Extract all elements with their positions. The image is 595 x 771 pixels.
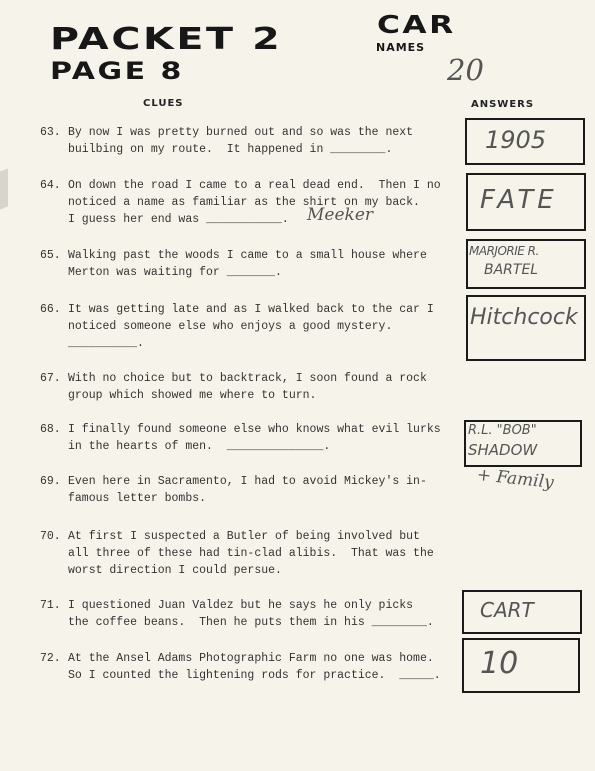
clue-number: 66. xyxy=(40,303,61,316)
clue-line: __________. xyxy=(68,337,144,350)
margin-note-64: Meeker xyxy=(307,205,374,225)
names-label: NAMES xyxy=(376,41,426,54)
clue-line: all three of these had tin-clad alibis. That was the xyxy=(68,547,434,560)
clue-line: Even here in Sacramento, I had to avoid Mickey's in- xyxy=(68,475,427,488)
clue-line: It was getting late and as I walked back to the car I xyxy=(68,303,434,316)
car-title: CAR xyxy=(377,10,456,39)
answer-68-line-2: SHADOW xyxy=(468,441,538,459)
clue-line: group which showed me where to turn. xyxy=(68,389,317,402)
clue-67 xyxy=(40,370,427,404)
clue-line: in the hearts of men. ______________. xyxy=(68,440,331,453)
clue-line: By now I was pretty burned out and so was the next xyxy=(68,126,414,139)
clue-line: So I counted the lightening rods for practice. _____. xyxy=(68,669,441,682)
clue-64 xyxy=(40,177,441,228)
clue-line: Merton was waiting for _______. xyxy=(68,266,282,279)
answers-column-label: ANSWERS xyxy=(471,99,535,110)
clue-71 xyxy=(40,597,434,631)
clue-number: 72. xyxy=(40,652,61,665)
clue-number: 68. xyxy=(40,423,61,436)
page-title: PAGE 8 xyxy=(50,57,184,85)
margin-note-68: + Family xyxy=(475,465,555,493)
clue-69 xyxy=(40,473,427,507)
clue-line: At first I suspected a Butler of being involved but xyxy=(68,530,420,543)
clue-line: I finally found someone else who knows what evil lurks xyxy=(68,423,441,436)
answer-66: Hitchcock xyxy=(470,305,578,330)
clue-line: worst direction I could persue. xyxy=(68,564,282,577)
clue-line: At the Ansel Adams Photographic Farm no one was home. xyxy=(68,652,434,665)
clue-number: 69. xyxy=(40,475,61,488)
clue-line: famous letter bombs. xyxy=(68,492,207,505)
clue-number: 67. xyxy=(40,372,61,385)
clue-72 xyxy=(40,650,441,684)
clue-line: I questioned Juan Valdez but he says he only picks xyxy=(68,599,414,612)
clue-68 xyxy=(40,421,441,455)
answer-72: 10 xyxy=(480,646,519,681)
clues-column-label: CLUES xyxy=(143,98,184,109)
clue-line: the coffee beans. Then he puts them in his ________. xyxy=(68,616,434,629)
answer-65-line-2: BARTEL xyxy=(484,262,539,278)
clue-number: 70. xyxy=(40,530,61,543)
clue-line: noticed someone else who enjoys a good mystery. xyxy=(68,320,393,333)
clue-66 xyxy=(40,301,434,352)
clue-line: Walking past the woods I came to a small house where xyxy=(68,249,427,262)
clue-70 xyxy=(40,528,434,579)
clue-line: On down the road I came to a real dead end. Then I no xyxy=(68,179,441,192)
answer-64: FATE xyxy=(480,185,558,215)
answer-68-line-1: R.L. "BOB" xyxy=(468,423,537,438)
clue-number: 64. xyxy=(40,179,61,192)
answer-71: CART xyxy=(480,598,534,622)
clue-65 xyxy=(40,247,427,281)
packet-title: PACKET 2 xyxy=(50,22,283,57)
clue-line: builbing on my route. It happened in ________. xyxy=(68,143,393,156)
handwritten-score: 20 xyxy=(447,53,484,87)
clue-line: I guess her end was ___________. xyxy=(68,213,289,226)
answer-65-line-1: MARJORIE R. xyxy=(469,244,539,258)
clue-63 xyxy=(40,124,413,158)
clue-line: With no choice but to backtrack, I soon found a rock xyxy=(68,372,427,385)
paper-fold-mark xyxy=(0,169,8,210)
clue-number: 65. xyxy=(40,249,61,262)
clue-number: 71. xyxy=(40,599,61,612)
answer-63: 1905 xyxy=(485,126,547,154)
clue-number: 63. xyxy=(40,126,61,139)
clue-line: noticed a name as familiar as the shirt on my back. xyxy=(68,196,420,209)
